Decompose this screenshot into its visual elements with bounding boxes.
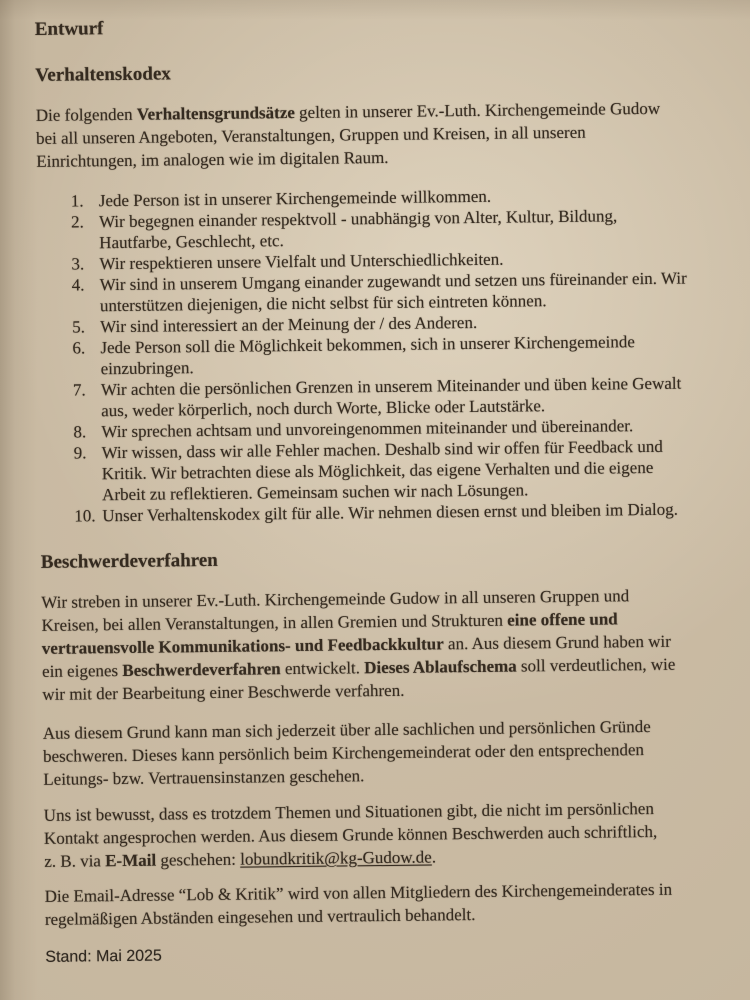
rule-number: 4.: [71, 275, 85, 295]
text-segment: aus, weder körperlich, noch durch Worte, Blicke oder Lautstärke.: [101, 396, 546, 421]
bold-text-segment: vertrauensvolle Kommunikations- und Feedbackkultur: [41, 634, 444, 658]
text-segment: .: [431, 847, 437, 867]
rule-number: 2.: [70, 212, 84, 232]
rule-number: 9.: [73, 443, 87, 463]
document-content: [35, 10, 736, 968]
text-segment: bei all unseren Angeboten, Veranstaltungen, Gruppen und Kreisen, in all unseren: [35, 122, 586, 148]
complaint-paragraph-1: [41, 583, 732, 706]
text-segment: Kritik. Wir betrachten diese als Möglichkeit, das eigene Verhalten und die eigene: [101, 457, 654, 484]
rule-item: [72, 267, 728, 316]
bold-text-segment: Verhaltensgrundsätze: [136, 102, 295, 124]
text-segment: Die folgenden: [35, 104, 137, 125]
text-segment: entwickelt.: [280, 658, 365, 679]
text-segment: Leitungs- bzw. Vertrauensinstanzen geschehen.: [43, 766, 365, 789]
complaint-paragraph-2: [43, 714, 734, 791]
text-segment: Kreisen, bei allen Veranstaltungen, in allen Gremien und Strukturen: [41, 610, 508, 635]
text-segment: Aus diesem Grund kann man sich jederzeit über alle sachlichen und persönlichen Gründe: [42, 717, 651, 743]
text-segment: Kontakt angesprochen werden. Aus diesem Grunde können Beschwerden auch schriftlich,: [43, 821, 658, 848]
text-segment: z. B. via: [44, 851, 106, 871]
text-segment: Hautfarbe, Geschlecht, etc.: [99, 231, 284, 253]
rule-number: 7.: [72, 380, 86, 400]
rule-number: 5.: [72, 317, 86, 337]
bold-text-segment: eine offene und: [507, 609, 618, 630]
text-segment: Wir streben in unserer Ev.-Luth. Kirchengemeinde Gudow in all unseren Gruppen und: [41, 586, 630, 612]
rule-text: [100, 331, 635, 379]
rules-list: [37, 183, 731, 527]
rule-item: [73, 372, 729, 421]
draft-label: Entwurf: [34, 18, 104, 40]
text-segment: Jede Person ist in unserer Kirchengemeinde willkommen.: [98, 186, 492, 211]
rule-item: [71, 204, 727, 253]
bold-text-segment: Beschwerdeverfahren: [122, 659, 281, 680]
bold-text-segment: Dieses Ablaufschema: [364, 656, 517, 678]
text-segment: regelmäßigen Abständen eingesehen und vertraulich behandelt.: [44, 905, 476, 929]
rule-number: 3.: [71, 254, 85, 274]
text-segment: Wir begegnen einander respektvoll - unabhängig von Alter, Kultur, Bildung,: [98, 206, 618, 232]
rule-number: 8.: [73, 422, 87, 442]
rule-text: [101, 373, 682, 422]
text-segment: Wir wissen, dass wir alle Fehler machen. Deshalb sind wir offen für Feedback und: [101, 436, 663, 463]
text-segment: einzubringen.: [100, 358, 194, 379]
text-segment: Unser Verhaltenskodex gilt für alle. Wir nehmen diesen ernst und bleiben im Dialog.: [102, 499, 679, 526]
text-segment: Wir respektieren unsere Vielfalt und Unterschiedlichkeiten.: [99, 249, 504, 274]
text-segment: Arbeit zu reflektieren. Gemeinsam suchen wir nach Lösungen.: [101, 480, 529, 505]
text-segment: unterstützen diejenigen, die nicht selbst für sich eintreten können.: [99, 291, 547, 316]
code-of-conduct-heading: Verhaltenskodex: [35, 63, 171, 86]
rule-item: [74, 435, 731, 505]
text-segment: ein eigenes: [41, 660, 123, 681]
text-segment: gelten in unserer Ev.-Luth. Kirchengemeinde Gudow: [294, 98, 661, 122]
text-segment: Wir sind interessiert an der Meinung der / des Anderen.: [100, 312, 478, 337]
text-segment: an. Aus diesem Grund haben wir: [443, 631, 671, 654]
intro-paragraph: [36, 96, 727, 173]
text-segment: geschehen:: [156, 849, 241, 870]
rule-item: [72, 330, 728, 379]
rule-number: 10.: [74, 506, 96, 526]
email-address-text: lobundkritik@kg-Gudow.de: [240, 847, 432, 869]
text-segment: wir mit der Bearbeitung einer Beschwerde verfahren.: [42, 680, 405, 704]
rule-number: 6.: [72, 338, 86, 358]
version-date-label: Stand: Mai 2025: [45, 947, 162, 966]
rule-text: [99, 205, 618, 253]
rule-text: [100, 268, 687, 317]
text-segment: Wir sind in unserem Umgang einander zugewandt und setzen uns füreinander ein. Wir: [99, 268, 687, 295]
complaint-procedure-heading: Beschwerdeverfahren: [40, 549, 218, 573]
text-segment: Wir achten die persönlichen Grenzen in unserem Miteinander und üben keine Gewalt: [100, 373, 682, 400]
text-segment: beschweren. Dieses kann persönlich beim Kirchengemeinderat oder den entsprechenden: [42, 740, 645, 766]
rule-text: [102, 436, 664, 505]
complaint-paragraph-3: [44, 796, 735, 873]
text-segment: soll verdeutlichen, wie: [516, 654, 676, 676]
rule-number: 1.: [70, 191, 84, 211]
text-segment: Jede Person soll die Möglichkeit bekommen, sich in unserer Kirchengemeinde: [100, 332, 635, 358]
bold-text-segment: E-Mail: [105, 850, 157, 871]
text-segment: Uns ist bewusst, dass es trotzdem Themen und Situationen gibt, die nicht im persönlichen: [43, 798, 654, 825]
text-segment: Einrichtungen, im analogen wie im digitalen Raum.: [36, 147, 389, 171]
text-segment: Die Email-Adresse “Lob & Kritik” wird von allen Mitgliedern des Kirchengemeinderates in: [44, 879, 673, 906]
text-segment: Wir sprechen achtsam und unvoreingenommen miteinander und übereinander.: [101, 416, 634, 442]
complaint-paragraph-4: [45, 877, 735, 931]
